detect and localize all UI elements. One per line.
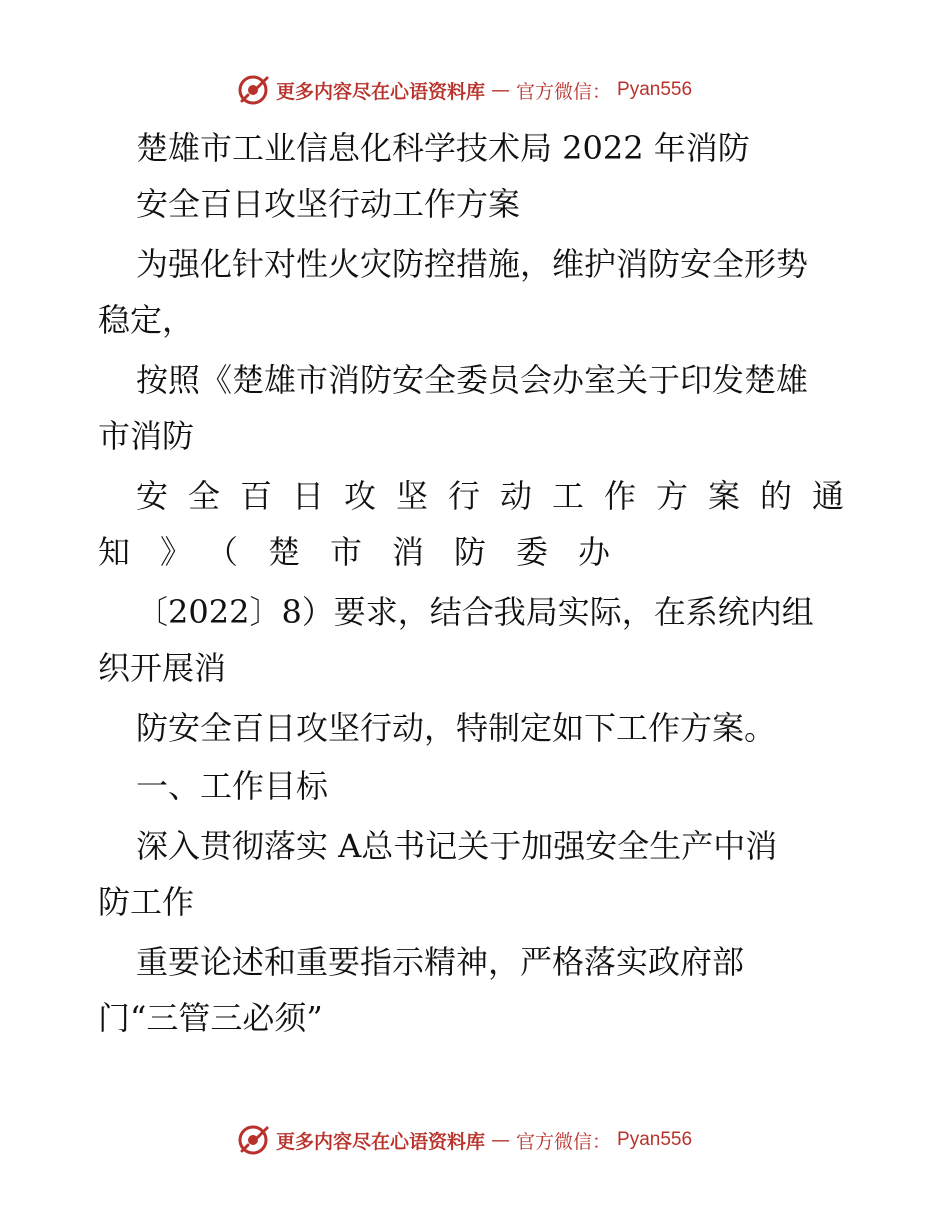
- body-line: 织开展消: [98, 649, 227, 687]
- body-line: 稳定，: [98, 301, 195, 339]
- header-banner: [236, 72, 692, 108]
- title-line-1: 楚雄市工业信息化科学技术局 2022 年消防: [136, 129, 750, 167]
- body-line: 防工作: [98, 883, 195, 921]
- body-line: 深入贯彻落实 A总书记关于加强安全生产中消: [136, 827, 778, 865]
- body-line: 门“三管三必须”: [98, 999, 323, 1037]
- pen-logo-icon: [236, 1123, 270, 1157]
- body-line: 市消防: [98, 417, 195, 455]
- body-line: 重要论述和重要指示精神，严格落实政府部: [136, 943, 745, 981]
- banner-wechat-label: 官方微信：: [516, 80, 612, 103]
- body-line: 安全百日攻坚行动工作方案的通: [136, 477, 865, 515]
- body-line: 〔2022〕8）要求，结合我局实际，在系统内组: [136, 593, 814, 631]
- body-line: 防安全百日攻坚行动，特制定如下工作方案。: [136, 709, 777, 747]
- banner-separator: —: [491, 79, 511, 101]
- body-line: 为强化针对性火灾防控措施，维护消防安全形势: [136, 245, 809, 283]
- body-line: 按照《楚雄市消防安全委员会办室关于印发楚雄: [136, 361, 809, 399]
- section-heading: 一、工作目标: [136, 767, 329, 805]
- banner-wechat-id: Pyan556: [617, 1129, 693, 1150]
- title-line-2: 安全百日攻坚行动工作方案: [136, 185, 521, 223]
- banner-wechat-label: 官方微信：: [516, 1130, 612, 1153]
- banner-wechat-id: Pyan556: [617, 79, 693, 100]
- body-line: 知》（楚市消防委办: [98, 533, 641, 571]
- footer-banner: [236, 1122, 692, 1158]
- banner-separator: —: [491, 1129, 511, 1151]
- banner-main-text: 更多内容尽在心语资料库: [276, 1130, 486, 1153]
- banner-main-text: 更多内容尽在心语资料库: [276, 80, 486, 103]
- pen-logo-icon: [236, 73, 270, 107]
